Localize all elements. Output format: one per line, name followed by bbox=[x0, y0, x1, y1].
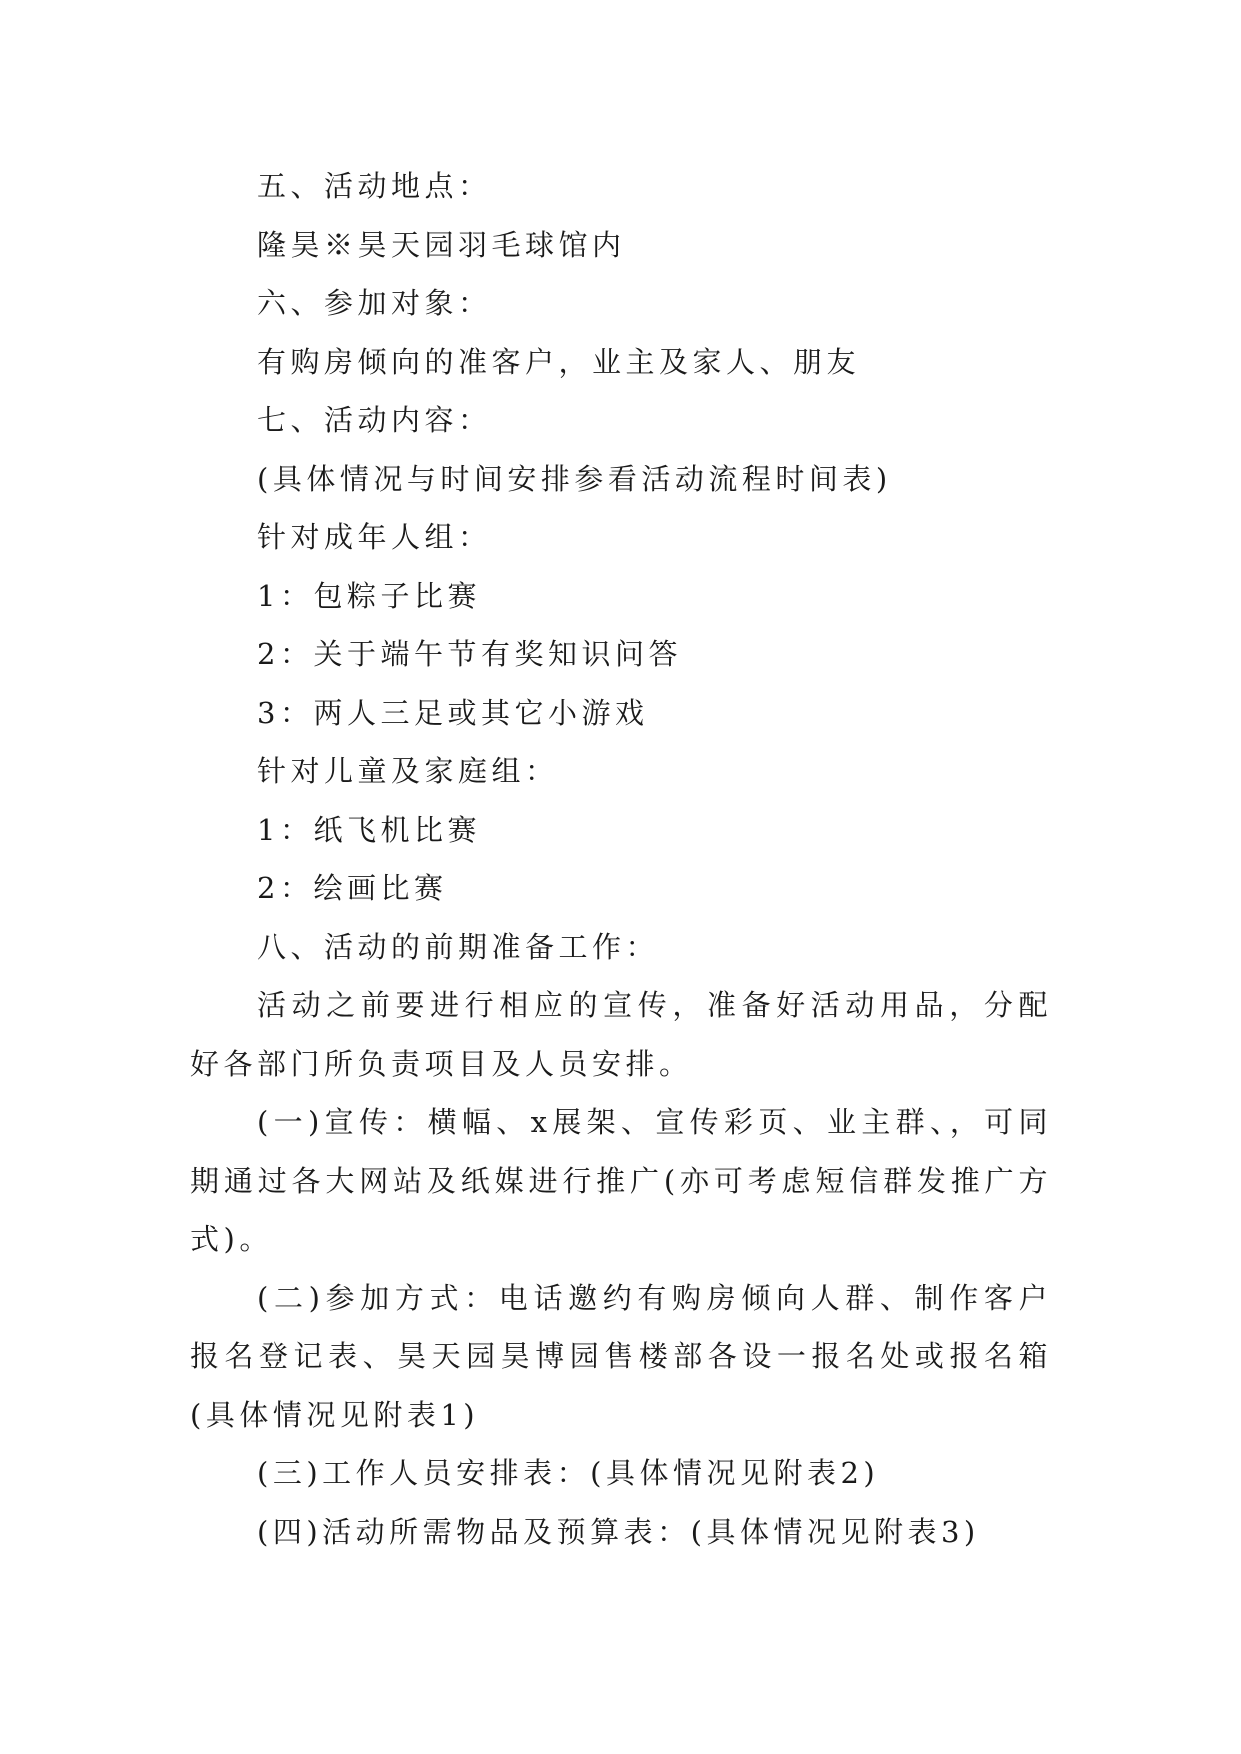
section-heading-content: 七、活动内容： bbox=[257, 403, 492, 437]
adult-item-2: 2：关于端午节有奖知识问答 bbox=[257, 637, 682, 671]
registration-text: (二)参加方式：电话邀约有购房倾向人群、制作客户报名登记表、昊天园昊博园售楼部各设一报名处或报名箱(具体情况见附表1) bbox=[190, 1280, 1052, 1432]
adult-item-1: 1：包粽子比赛 bbox=[257, 578, 481, 613]
staff-schedule-text: (三)工作人员安排表：(具体情况见附表2) bbox=[257, 1456, 880, 1490]
child-item-2: 2：绘画比赛 bbox=[257, 871, 448, 905]
section-heading-preparation: 八、活动的前期准备工作： bbox=[257, 929, 660, 964]
content-note: (具体情况与时间安排参看活动流程时间表) bbox=[257, 461, 892, 496]
budget-text: (四)活动所需物品及预算表：(具体情况见附表3) bbox=[257, 1514, 980, 1549]
adult-group-heading: 针对成年人组： bbox=[257, 520, 492, 554]
preparation-text: 活动之前要进行相应的宣传，准备好活动用品，分配好各部门所负责项目及人员安排。 bbox=[190, 988, 1052, 1081]
venue-text: 隆昊※昊天园羽毛球馆内 bbox=[257, 227, 626, 262]
child-group-heading: 针对儿童及家庭组： bbox=[257, 754, 559, 788]
adult-item-3: 3：两人三足或其它小游戏 bbox=[257, 695, 649, 730]
section-heading-venue: 五、活动地点： bbox=[257, 169, 492, 203]
document-body bbox=[190, 157, 1052, 1561]
section-heading-participants: 六、参加对象： bbox=[257, 286, 492, 320]
participants-text: 有购房倾向的准客户，业主及家人、朋友 bbox=[257, 344, 861, 379]
child-item-1: 1：纸飞机比赛 bbox=[257, 812, 481, 847]
promotion-text: (一)宣传：横幅、x展架、宣传彩页、业主群、，可同期通过各大网站及纸媒进行推广(亦可考虑短信群发推广方式)。 bbox=[190, 1105, 1052, 1256]
